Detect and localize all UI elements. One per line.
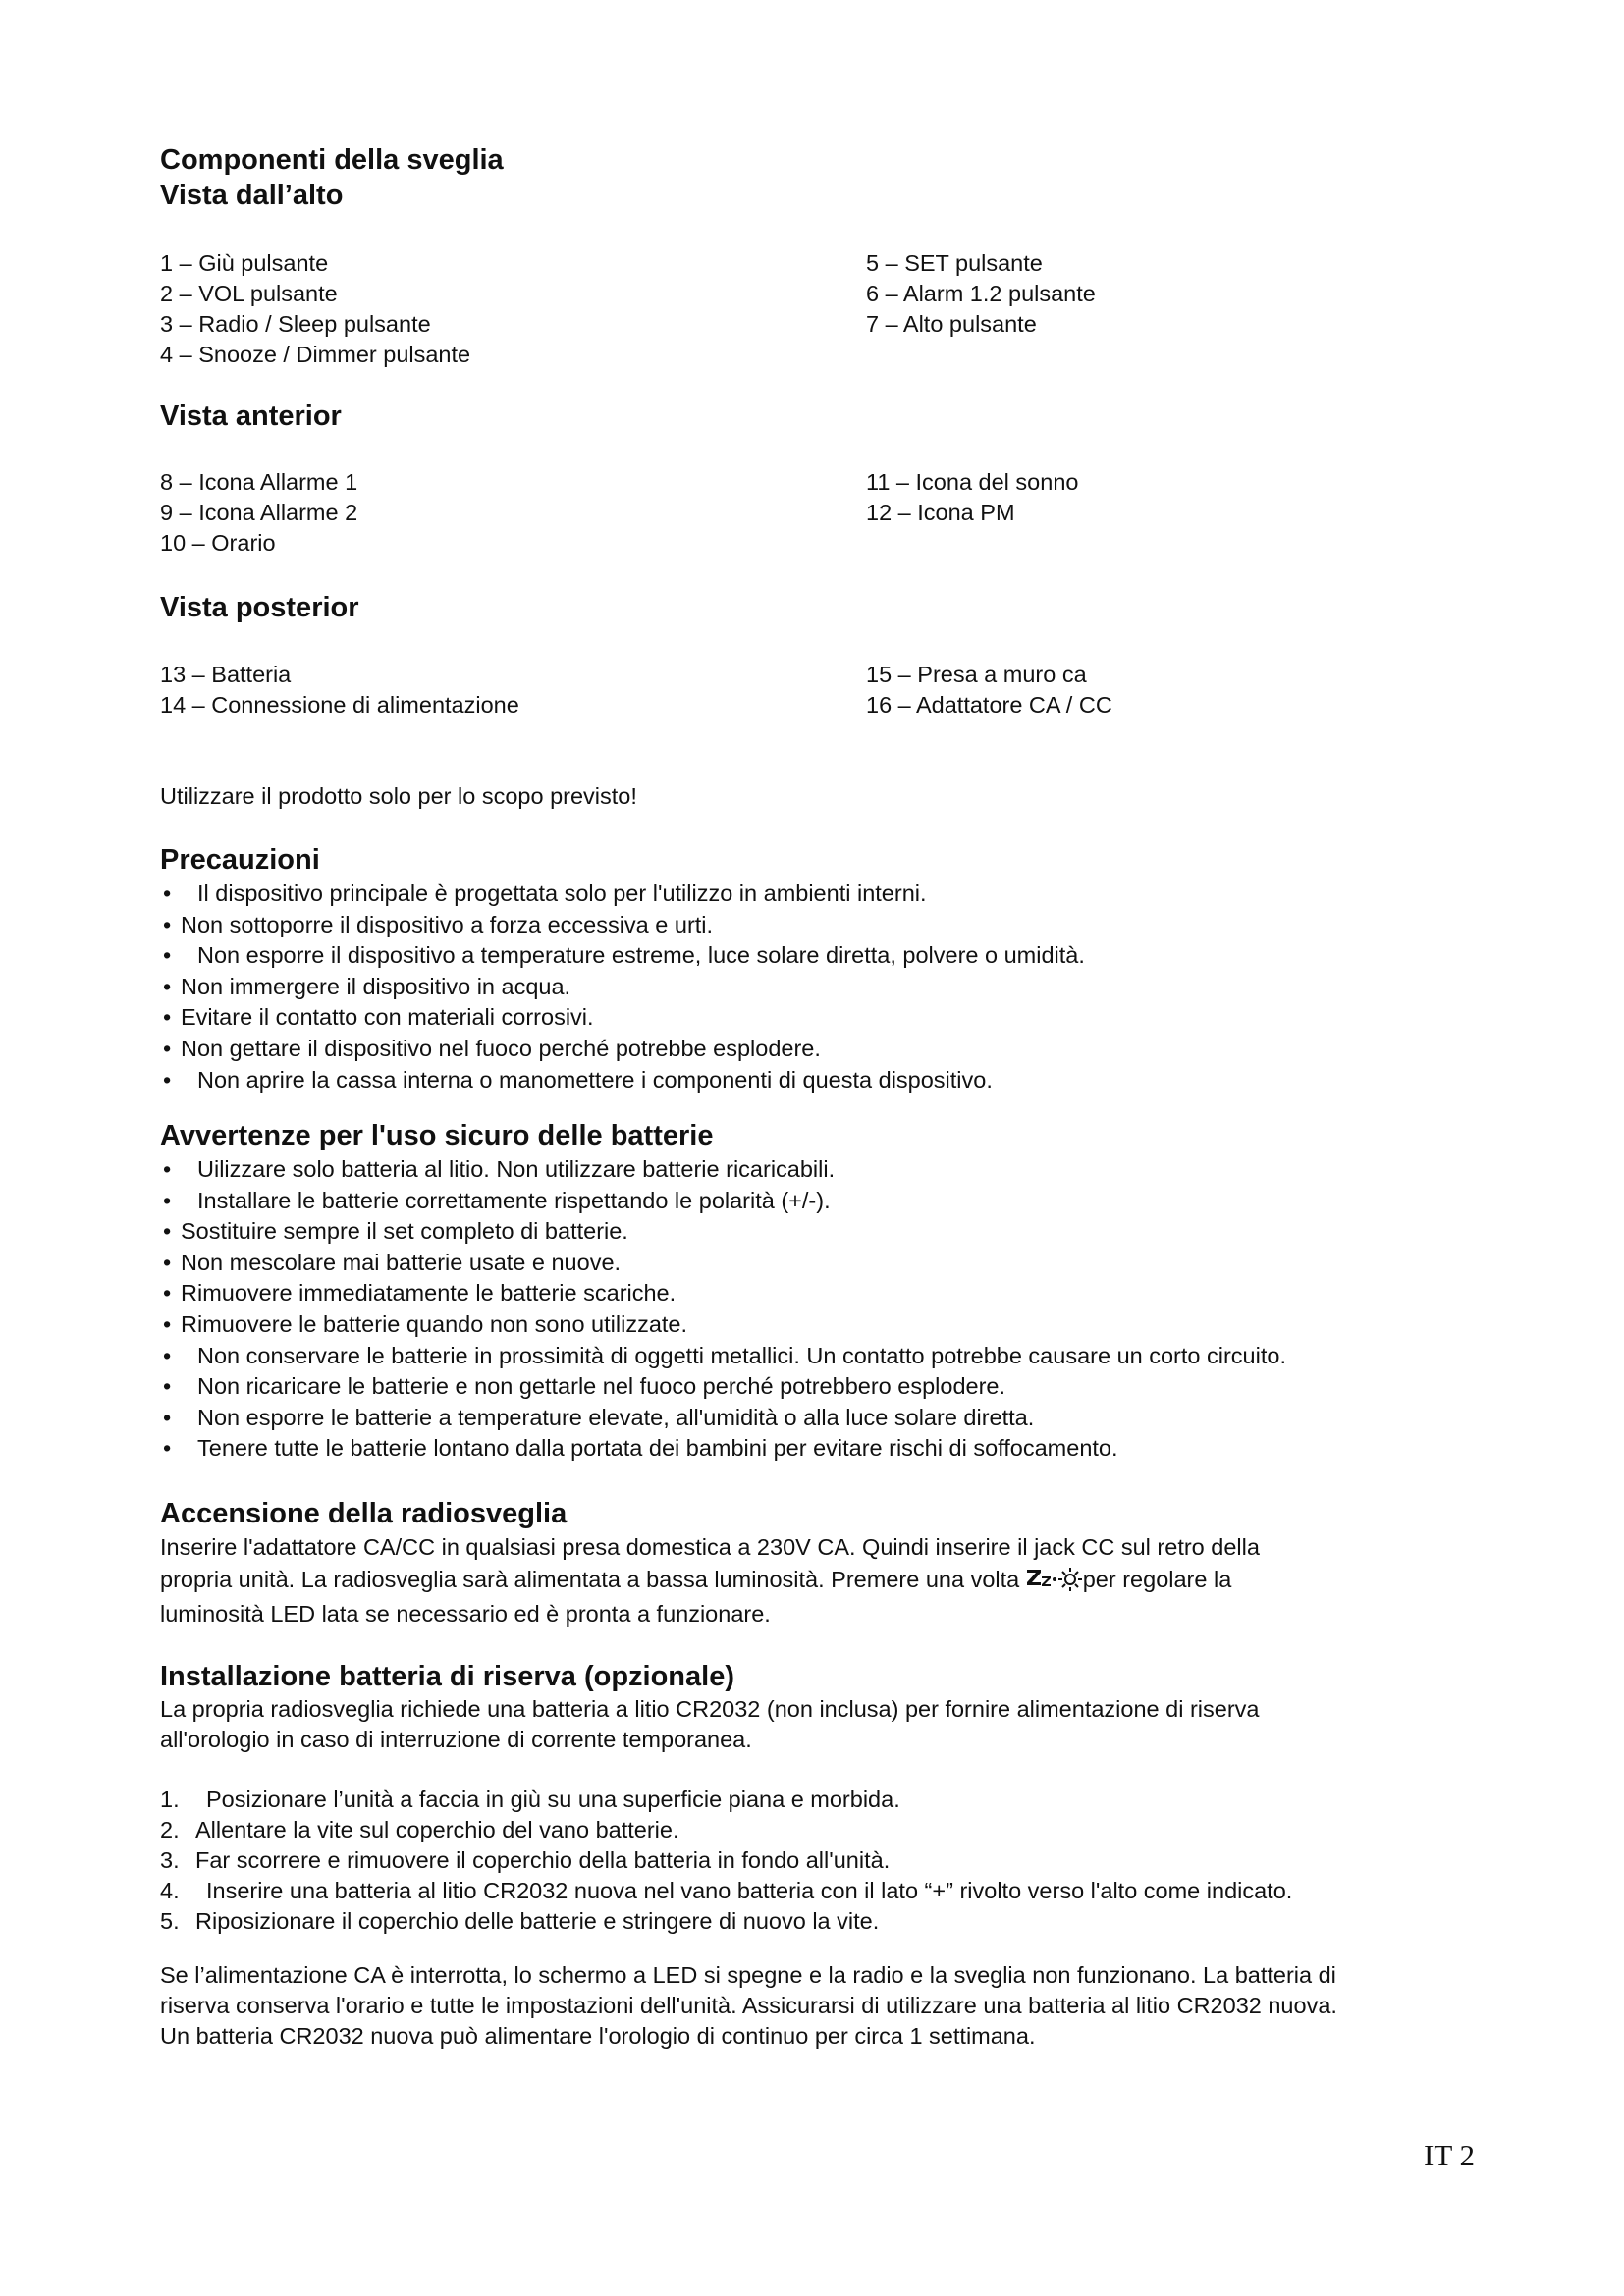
- list-item: • Rimuovere le batterie quando non sono utilizzate.: [163, 1310, 688, 1337]
- list-item: 16 – Adattatore CA / CC: [866, 692, 1112, 718]
- rear-view-left-list: [160, 660, 519, 721]
- power-on-line-3: luminosità LED lata se necessario ed è pronta a funzionare.: [160, 1601, 771, 1627]
- list-item: • Rimuovere immediatamente le batterie scariche.: [163, 1280, 677, 1307]
- list-item: • Non mescolare mai batterie usate e nuove.: [163, 1249, 622, 1275]
- precautions-list: [163, 879, 1085, 1095]
- list-item: • Tenere tutte le batterie lontano dalla portata dei bambini per evitare rischi di soffocamento.: [163, 1435, 1118, 1462]
- battery-warnings-list: [163, 1154, 1286, 1465]
- intended-use-note: Utilizzare il prodotto solo per lo scopo previsto!: [160, 783, 637, 809]
- list-item: • Non conservare le batterie in prossimità di oggetti metallici. Un contatto potrebbe causare un corto circuito.: [163, 1342, 1286, 1368]
- list-item: 6 – Alarm 1.2 pulsante: [866, 281, 1096, 306]
- list-item: • Sostituire sempre il set completo di batterie.: [163, 1218, 628, 1245]
- front-view-right-list: [866, 467, 1078, 528]
- backup-intro-line: La propria radiosveglia richiede una batteria a litio CR2032 (non inclusa) per fornire alimentazione di riserva: [160, 1696, 1260, 1722]
- heading-rear-view: Vista posterior: [160, 592, 359, 623]
- list-item: • Non sottoporre il dispositivo a forza eccessiva e urti.: [163, 911, 714, 937]
- list-item: 12 – Icona PM: [866, 500, 1015, 525]
- list-item: 7 – Alto pulsante: [866, 311, 1037, 337]
- top-view-left-list: [160, 248, 470, 370]
- list-item: 4 – Snooze / Dimmer pulsante: [160, 342, 471, 367]
- list-item: • Evitare il contatto con materiali corrosivi.: [163, 1004, 594, 1031]
- rear-view-right-list: [866, 660, 1112, 721]
- power-on-line-1: Inserire l'adattatore CA/CC in qualsiasi presa domestica a 230V CA. Quindi inserire il jack CC sul retro della: [160, 1534, 1260, 1560]
- heading-power-on: Accensione della radiosveglia: [160, 1498, 568, 1529]
- list-item: 8 – Icona Allarme 1: [160, 469, 358, 495]
- backup-closing-line: Un batteria CR2032 nuova può alimentare l'orologio di continuo per circa 1 settimana.: [160, 2023, 1036, 2049]
- manual-page: Componenti della sveglia Vista dall’alto 1 – Giù pulsante 2 – VOL pulsante 3 – Radio / Sleep pulsante 4 – Snooze / Dimmer pulsante 5 – SET pulsante 6 – Alarm 1.2 pulsante 7 – Alto pulsante Vista anterior 8 – Icona Allarme 1 9 – Icona Allarme 2 10 – Orario 11 – Icona del sonno 12 – Icona PM Vista posterior 13 – Batteria 14 – Connessione di alimentazione 15 – Presa a muro ca 16 – Adattatore CA / CC Utilizzare il prodotto solo per lo scopo previsto! Precauzioni • Il dispositivo principale è progettata solo per l'utilizzo in ambienti interni. • Non sottoporre il dispositivo a forza eccessiva e urti. • Non esporre il dispositivo a temperature estreme, luce solare diretta, polvere o umidità. • Non immergere il dispositivo in acqua. • Evitare il contatto con materiali corrosivi. • Non gettare il dispositivo nel fuoco perché potrebbe esplodere. • Non aprire la cassa interna o manomettere i componenti di questa dispositivo. Avvertenze per l'uso sicuro delle batterie • Uilizzare solo batteria al litio. Non utilizzare batterie ricaricabili. • Installare le batterie correttamente rispettando le polarità (+/-). • Sostituire sempre il set completo di batterie. • Non mescolare mai batterie usate e nuove. • Rimuovere immediatamente le batterie scariche. • Rimuovere le batterie quando non sono utilizzate. • Non conservare le batterie in prossimità di oggetti metallici. Un contatto potrebbe causare un corto circuito. • Non ricaricare le batterie e non gettarle nel fuoco perché potrebbero esplodere. • Non esporre le batterie a temperature elevate, all'umidità o alla luce solare diretta. • Tenere tutte le batterie lontano dalla portata dei bambini per evitare rischi di soffocamento. Accensione della radiosveglia Inserire l'adattatore CA/CC in qualsiasi presa domestica a 230V CA. Quindi inserire il jack CC sul retro della propria unità. La radiosveglia sarà alimentata a bassa luminosità. Premere una volta per regolare la luminosità LED lata se necessario ed è pronta a funzionare. Installazione batteria di riserva (opzionale) La propria radiosveglia richiede una batteria a litio CR2032 (non inclusa) per fornire alimentazione di riserva all'orologio in caso di interruzione di corrente temporanea. 1. Posizionare l’unità a faccia in giù su una superficie piana e morbida. 2. Allentare la vite sul coperchio del vano batterie. 3. Far scorrere e rimuovere il coperchio della batteria in fondo all'unità. 4. Inserire una batteria al litio CR2032 nuova nel vano batteria con il lato “+” rivolto verso l'alto come indicato. 5. Riposizionare il coperchio delle batterie e stringere di nuovo la vite. Se l’alimentazione CA è interrotta, lo schermo a LED si spegne e la radio e la sveglia non funzionano. La batteria di riserva conserva l'orario e tutte le impostazioni dell'unità. Assicurarsi di utilizzare una batteria al litio CR2032 nuova. Un batteria CR2032 nuova può alimentare l'orologio di continuo per circa 1 settimana. IT 2: [160, 144, 1475, 2172]
- backup-closing: [160, 1960, 1337, 2052]
- heading-components: Componenti della sveglia: [160, 144, 504, 176]
- list-item: • Non gettare il dispositivo nel fuoco perché potrebbe esplodere.: [163, 1035, 821, 1061]
- list-item: 1 – Giù pulsante: [160, 250, 329, 276]
- list-item: • Uilizzare solo batteria al litio. Non utilizzare batterie ricaricabili.: [163, 1156, 836, 1182]
- list-item: 3 – Radio / Sleep pulsante: [160, 311, 431, 337]
- heading-front-view: Vista anterior: [160, 400, 342, 432]
- list-item: 13 – Batteria: [160, 662, 292, 687]
- heading-battery-warnings: Avvertenze per l'uso sicuro delle batterie: [160, 1120, 714, 1151]
- page-number: IT 2: [1424, 2138, 1475, 2172]
- list-item: • Il dispositivo principale è progettata solo per l'utilizzo in ambienti interni.: [163, 881, 927, 906]
- list-item: 15 – Presa a muro ca: [866, 662, 1087, 687]
- top-view-right-list: [866, 248, 1096, 340]
- power-on-paragraph: [160, 1532, 1260, 1629]
- snooze-dimmer-icon: [1026, 1566, 1083, 1599]
- list-item: 5 – SET pulsante: [866, 250, 1043, 276]
- list-item: 10 – Orario: [160, 530, 276, 556]
- list-item: 14 – Connessione di alimentazione: [160, 692, 519, 718]
- heading-precautions: Precauzioni: [160, 844, 320, 876]
- list-item: • Non esporre le batterie a temperature elevate, all'umidità o alla luce solare diretta.: [163, 1404, 1035, 1430]
- heading-top-view: Vista dall’alto: [160, 180, 344, 211]
- backup-intro: [160, 1694, 1259, 1755]
- list-item: 9 – Icona Allarme 2: [160, 500, 358, 525]
- list-item: 11 – Icona del sonno: [866, 469, 1079, 495]
- power-on-line-2: propria unità. La radiosveglia sarà alimentata a bassa luminosità. Premere una volta per regolare la: [160, 1563, 1260, 1599]
- front-view-left-list: [160, 467, 357, 559]
- list-item: • Non esporre il dispositivo a temperature estreme, luce solare diretta, polvere o umidità.: [163, 942, 1085, 969]
- list-item: • Non aprire la cassa interna o manomettere i componenti di questa dispositivo.: [163, 1066, 993, 1093]
- heading-backup-battery: Installazione batteria di riserva (opzionale): [160, 1661, 734, 1692]
- list-item: • Non immergere il dispositivo in acqua.: [163, 973, 571, 999]
- list-item: • Non ricaricare le batterie e non gettarle nel fuoco perché potrebbero esplodere.: [163, 1373, 1006, 1400]
- list-item: 2 – VOL pulsante: [160, 281, 338, 306]
- backup-intro-line: all'orologio in caso di interruzione di corrente temporanea.: [160, 1727, 752, 1752]
- backup-closing-line: riserva conserva l'orario e tutte le impostazioni dell'unità. Assicurarsi di utilizzare una batteria al litio CR2032 nuova.: [160, 1993, 1337, 2018]
- backup-closing-line: Se l’alimentazione CA è interrotta, lo schermo a LED si spegne e la radio e la sveglia non funzionano. La batteria di: [160, 1962, 1336, 1988]
- list-item: • Installare le batterie correttamente rispettando le polarità (+/-).: [163, 1187, 831, 1213]
